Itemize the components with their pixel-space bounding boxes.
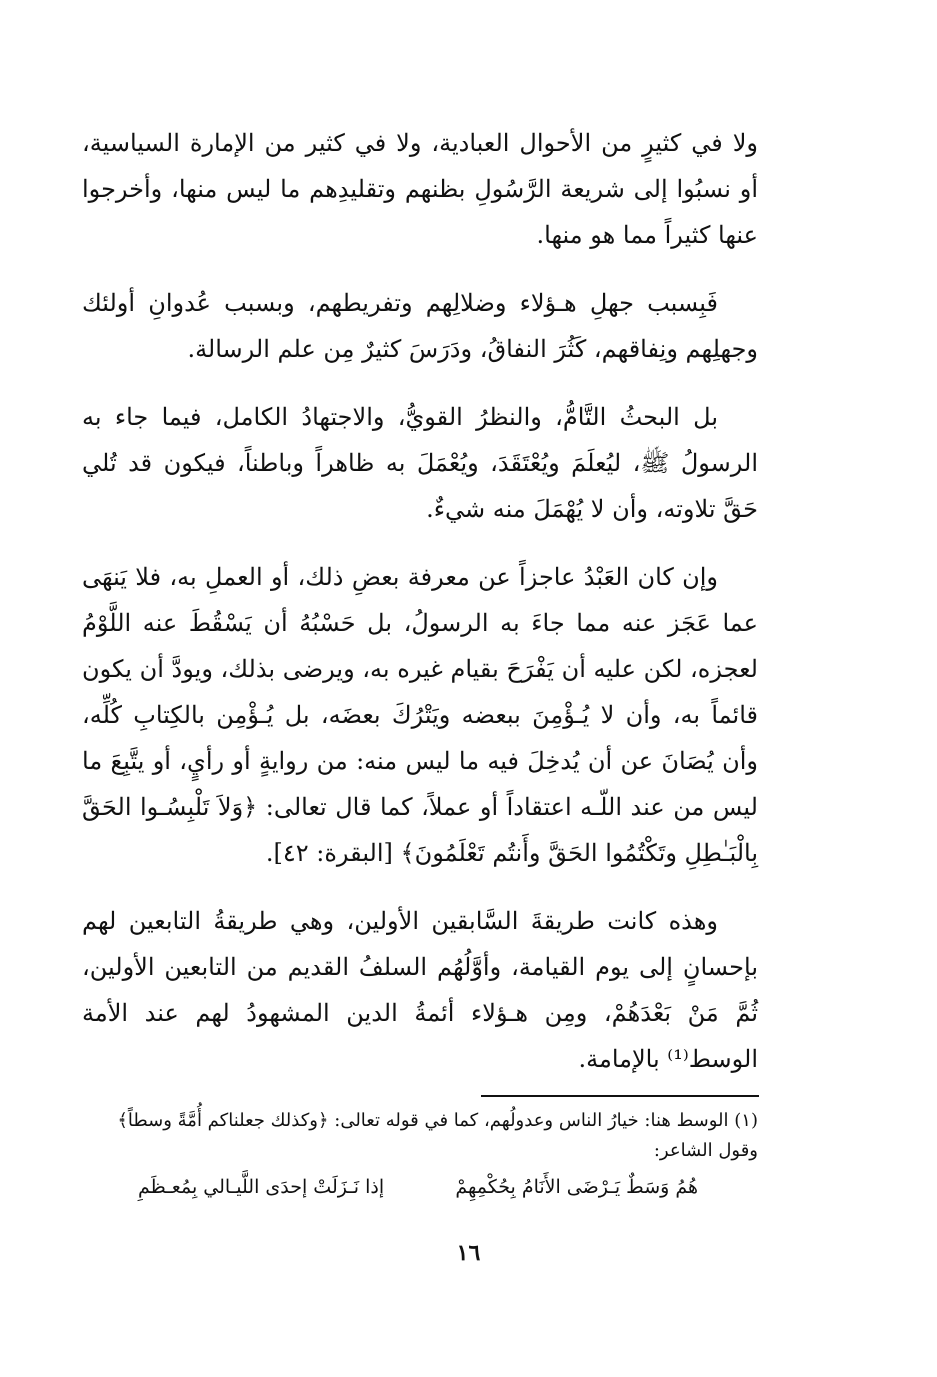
footnote-line-1: (١) الوسط هنا: خيارُ الناس وعدولُهم، كما في قوله تعالى: ﴿وكذلك جعلناكم أُمَّةً وسطاً﴾ bbox=[117, 1110, 758, 1131]
footnote-line-2: وقول الشاعر: bbox=[653, 1140, 758, 1161]
verse-second-hemistich: إذا نَـزَلَتْ إحدَى اللَّيـالي بِمُعـظَمِ bbox=[138, 1176, 385, 1198]
verse-first-hemistich: هُمُ وَسَطٌ يَـرْضَى الأَنَامُ بِحُكْمِهِمْ bbox=[455, 1176, 698, 1198]
page-number: ١٦ bbox=[456, 1240, 481, 1266]
footnote-separator bbox=[481, 1095, 759, 1097]
paragraph-2: فَبِسبب جهلِ هـؤلاء وضلالِهم وتفريطهم، وبسبب عُدوانِ أولئك وجهلِهم ونِفاقهم، كَثُرَ النفاقُ، ودَرَسَ كثيرٌ مِن علم الرسالة. bbox=[82, 289, 758, 363]
paragraph-4: وإن كان العَبْدُ عاجزاً عن معرفة بعضِ ذلك، أو العملِ به، فلا يَنهَى عما عَجَز عنه مما جاءَ به الرسولُ، بل حَسْبُهُ أن يَسْقُطَ عنه اللَّوْمُ لعجزه، لكن عليه أن يَفْرَحَ بقيام غيره به، ويرضى بذلك، ويودَّ أن يكون قائماً به، وأن لا يُـؤْمِنَ ببعضه ويَتْرُكَ بعضَه، بل يُـؤْمِن بالكِتابِ كُلِّه، وأن يُصَانَ عن أن يُدخِلَ فيه ما ليس منه: من روايةٍ أو رأيٍ، أو يتَّبِعَ ما ليس من عند اللّـه اعتقاداً أو عملاً، كما قال تعالى: ﴿وَلاَ تَلْبِسُـوا الحَقَّ بِالْبَـٰطِلِ وتَكْتُمُوا الحَقَّ وأَنتُم تَعْلَمُونَ﴾ [البقرة: ٤٢]. bbox=[82, 563, 758, 867]
footnote-verse bbox=[138, 1170, 698, 1204]
page-body bbox=[82, 120, 758, 1104]
paragraph-3: بل البحثُ التَّامُّ، والنظرُ القويُّ، والاجتهادُ الكامل، فيما جاء به الرسولُ ﷺ، ليُعلَمَ ويُعْتَقَدَ، ويُعْمَلَ به ظاهراً وباطناً، فيكون قد تُلي حَقَّ تلاوته، وأن لا يُهْمَلَ منه شيءٌ. bbox=[82, 403, 758, 523]
paragraph-1: ولا في كثيرٍ من الأحوال العبادية، ولا في كثير من الإمارة السياسية، أو نسبُوا إلى شريعة الرَّسُولِ بظنهم وتقليدِهم ما ليس منها، وأخرجوا عنها كثيراً مما هو منها. bbox=[82, 129, 758, 249]
footnote bbox=[82, 1106, 758, 1204]
paragraph-5: وهذه كانت طريقةَ السَّابقين الأولين، وهي طريقةُ التابعين لهم بإحسانٍ إلى يوم القيامة، وأوَّلُهُم السلفُ القديم من التابعين الأولين، ثُمَّ مَنْ بَعْدَهُمْ، ومِن هـؤلاء أئمةُ الدين المشهودُ لهم عند الأمة الوسط⁽¹⁾ بالإمامة. bbox=[82, 907, 758, 1073]
